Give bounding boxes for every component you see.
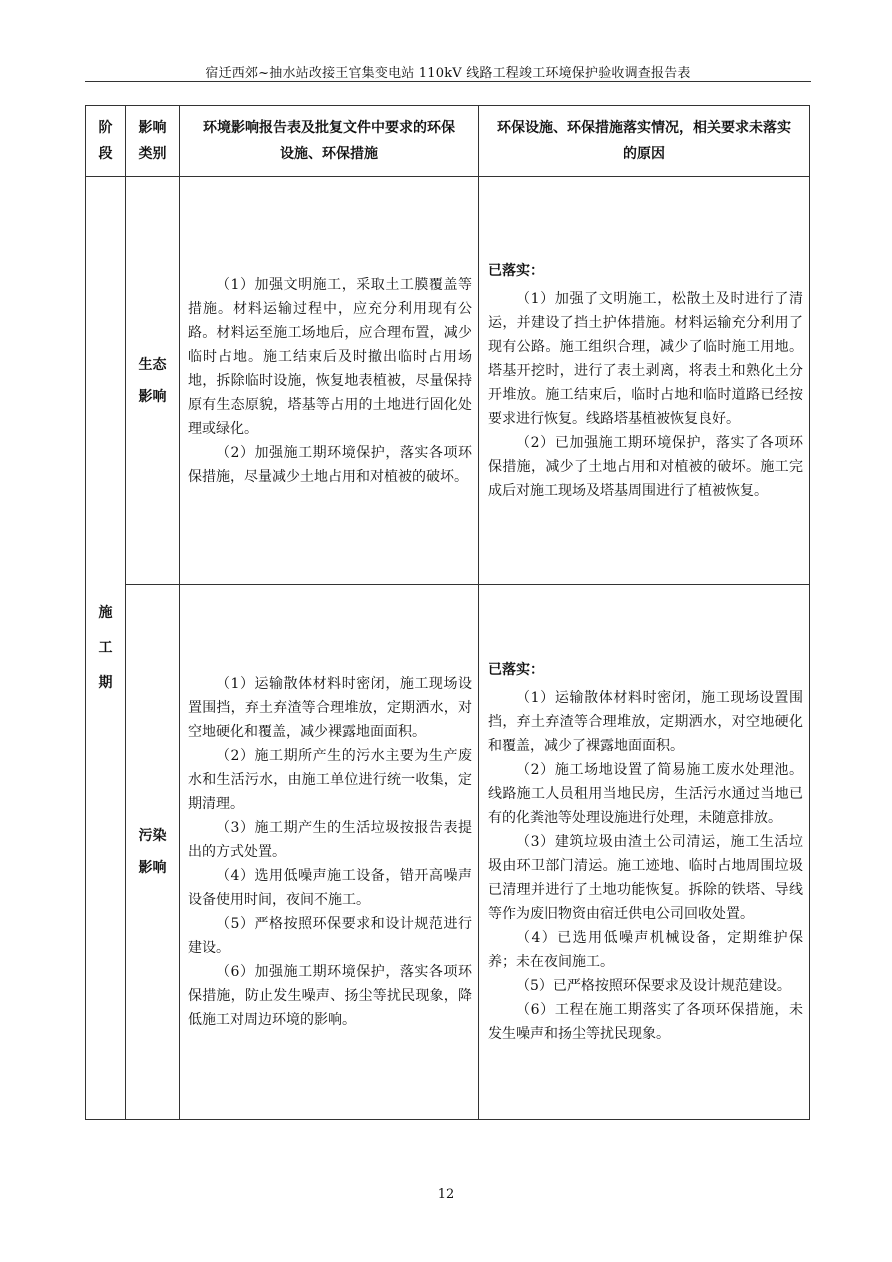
implementation-paragraph: （5）已严格按照环保要求及设计规范建设。 [516,978,791,994]
requirement-paragraph: （5）严格按照环保要求和设计规范进行建设。 [188,916,472,956]
implementation-paragraph: （1）加强了文明施工，松散土及时进行了清运，并建设了挡土护体措施。材料运输充分利用了现有公路。施工组织合理，减少了临时施工用地。塔基开挖时，进行了表土剥离，将表土和熟化土分开堆放。施工结束后，临时占地和临时道路已经按要求进行恢复。线路塔基植被恢复良好。 [488,290,803,427]
header-stage: 阶段 [86,106,126,177]
requirement-paragraph: （4）选用低噪声施工设备，错开高噪声设备使用时间，夜间不施工。 [188,868,472,908]
requirement-paragraph: （1）运输散体材料时密闭，施工现场设置围挡，弃土弃渣等合理堆放，定期洒水，对空地硬化和覆盖，减少裸露地面面积。 [188,676,472,740]
requirements-pollution [180,585,479,1120]
requirement-paragraph: （2）施工期所产生的污水主要为生产废水和生活污水，由施工单位进行统一收集，定期清理。 [188,748,472,812]
implementation-paragraph: （1）运输散体材料时密闭，施工现场设置围挡，弃土弃渣等合理堆放，定期洒水，对空地硬化和覆盖，减少了裸露地面面积。 [488,690,803,754]
category-pollution: 污染影响 [126,585,180,1120]
header-category: 影响类别 [126,106,180,177]
table-header-row [86,106,810,177]
implementation-pollution [479,585,810,1120]
requirement-paragraph: （2）加强施工期环境保护，落实各项环保措施，尽量减少土地占用和对植被的破坏。 [188,444,472,485]
requirement-paragraph: （1）加强文明施工，采取土工膜覆盖等措施。材料运输过程中，应充分利用现有公路。材料运至施工场地后，应合理布置，减少临时占地。施工结束后及时撤出临时占用场地，拆除临时设施，恢复地表植被，尽量保持原有生态原貌，塔基等占用的土地进行固化处理或绿化。 [188,276,472,437]
implementation-paragraph: （3）建筑垃圾由渣土公司清运，施工生活垃圾由环卫部门清运。施工迹地、临时占地周围垃圾已清理并进行了土地功能恢复。拆除的铁塔、导线等作为废旧物资由宿迁供电公司回收处置。 [488,834,803,922]
category-ecology: 生态影响 [126,177,180,585]
implementation-ecology [479,177,810,585]
environmental-measures-table [85,105,810,1120]
table-row-pollution [86,585,810,1120]
implemented-label: 已落实： [488,662,544,678]
stage-cell: 施工期 [86,177,126,1120]
implementation-paragraph: （4）已选用低噪声机械设备，定期维护保养；未在夜间施工。 [488,930,803,970]
implementation-paragraph: （2）已加强施工期环境保护，落实了各项环保措施，减少了土地占用和对植被的破坏。施工完成后对施工现场及塔基周围进行了植被恢复。 [488,434,803,499]
header-requirements: 环境影响报告表及批复文件中要求的环保设施、环保措施 [180,106,479,177]
table-row-ecology [86,177,810,585]
header-divider [85,81,811,82]
implementation-paragraph: （2）施工场地设置了简易施工废水处理池。线路施工人员租用当地民房，生活污水通过当地已有的化粪池等处理设施进行处理，未随意排放。 [488,762,803,826]
requirement-paragraph: （3）施工期产生的生活垃圾按报告表提出的方式处置。 [188,820,472,860]
page-number: 12 [437,1187,455,1202]
requirements-ecology [180,177,479,585]
requirement-paragraph: （6）加强施工期环境保护，落实各项环保措施，防止发生噪声、扬尘等扰民现象，降低施工对周边环境的影响。 [188,964,472,1028]
implemented-label: 已落实： [488,262,544,279]
implementation-paragraph: （6）工程在施工期落实了各项环保措施，未发生噪声和扬尘等扰民现象。 [488,1002,803,1042]
header-implementation: 环保设施、环保措施落实情况，相关要求未落实的原因 [479,106,810,177]
page-header-title: 宿迁西郊~抽水站改接王官集变电站 110kV 线路工程竣工环境保护验收调查报告表 [205,66,691,81]
